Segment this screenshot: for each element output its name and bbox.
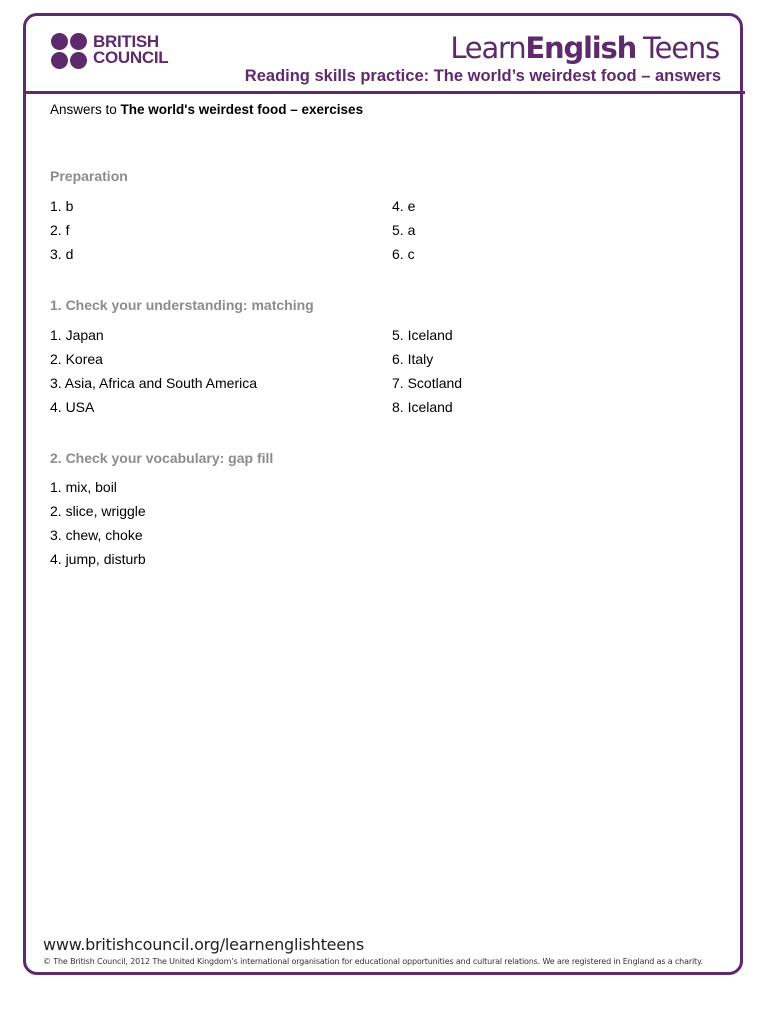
header-divider: [23, 91, 745, 94]
intro-bold: The world's weirdest food – exercises: [120, 102, 364, 117]
answer-item: 2. slice, wriggle: [50, 503, 146, 519]
answer-item: 3. Asia, Africa and South America: [50, 375, 258, 391]
section-heading-matching: 1. Check your understanding: matching: [50, 297, 314, 313]
answer-item: 3. d: [50, 246, 74, 262]
answer-item: 1. mix, boil: [50, 479, 117, 495]
answer-item: 5. Iceland: [392, 327, 453, 343]
answer-item: 7. Scotland: [392, 375, 463, 391]
answer-item: 1. b: [50, 198, 74, 214]
answer-item: 2. f: [50, 222, 70, 238]
answers-right-column: [392, 197, 415, 269]
answer-item: 4. e: [392, 198, 416, 214]
footer-website-link[interactable]: www.britishcouncil.org/learnenglishteens: [43, 935, 365, 954]
answer-item: 1. Japan: [50, 327, 104, 343]
answers-right-column: [392, 326, 462, 422]
footer-copyright: © The British Council, 2012 The United Kingdom’s international organisation for educational opportunities and cultural relations. We are registered in England as a charity.: [43, 957, 703, 966]
answers-left-column: [50, 326, 257, 422]
answer-item: 4. USA: [50, 399, 95, 415]
document-title: Reading skills practice: The world’s weirdest food – answers: [244, 67, 721, 85]
learnenglish-teens-logo: [450, 30, 719, 66]
answer-item: 4. jump, disturb: [50, 551, 146, 567]
logo-learn: Learn: [450, 31, 526, 65]
intro-prefix: Answers to: [50, 102, 121, 117]
intro-line: [50, 102, 363, 117]
answers-left-column: [50, 478, 146, 574]
answer-item: 3. chew, choke: [50, 527, 143, 543]
logo-teens: Teens: [643, 31, 719, 65]
british-council-dots-icon: [51, 33, 88, 69]
answer-item: 6. c: [392, 246, 415, 262]
answer-item: 2. Korea: [50, 351, 103, 367]
section-heading-preparation: Preparation: [50, 168, 128, 184]
logo-english: English: [525, 31, 637, 65]
section-heading-gap-fill: 2. Check your vocabulary: gap fill: [50, 450, 274, 466]
british-council-logo-text: BRITISH COUNCIL: [93, 32, 169, 67]
answer-item: 6. Italy: [392, 351, 434, 367]
answer-item: 5. a: [392, 222, 416, 238]
answers-left-column: [50, 197, 73, 269]
answer-item: 8. Iceland: [392, 399, 453, 415]
